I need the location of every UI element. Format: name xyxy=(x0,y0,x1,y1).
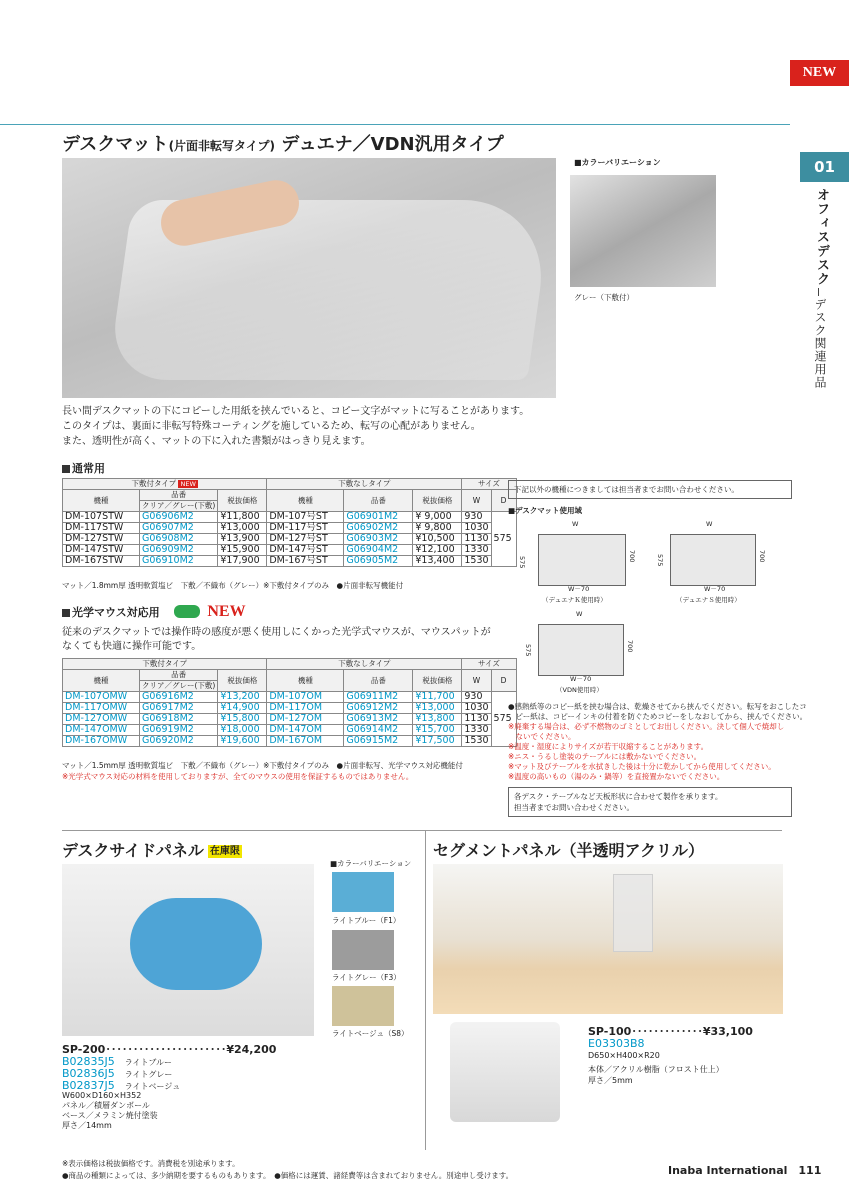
gray-mat-photo xyxy=(570,175,716,287)
side-panel-photo xyxy=(62,864,314,1036)
sp200-specs: W600×D160×H352 パネル／積層ダンボール ベース／メラミン焼付塗装 厚さ／14mm xyxy=(62,1091,158,1130)
sp100-price-line: SP-100･････････････¥33,100 xyxy=(588,1025,753,1038)
swatch-label-beige: ライトベージュ（S8） xyxy=(332,1029,409,1038)
blue-panel xyxy=(130,898,262,990)
diagram-duena-s: W 575 700 W－70 （デュエナＳ使用時） xyxy=(656,520,766,604)
spec-table-standard: 下敷付タイプ NEW 下敷なしタイプ サイズ 機種 品番 税抜価格 機種 品番 税抜価格 W D クリア／グレー(下敷) DM-107STW G06906M2 ¥11,800 DM-107号ST G06901M2 ¥ 9,000 930 575 DM-117STW G06907M2 ¥13,000 DM-117号ST G06902M2 ¥ 9,800 1030 DM-127STW G06908M2 ¥13,900 DM-127号ST G06903M2 ¥10,500 1130 DM-147STW G06909M2 ¥15,900 DM-147号ST G06904M2 ¥12,100 1330 DM-167STW G06910M2 ¥17,900 DM-167号ST G06905M2 ¥13,400 1530 xyxy=(62,478,517,567)
sp200-price-line: SP-200･･････････････････････¥24,200 xyxy=(62,1043,277,1056)
table-row: DM-117STW G06907M2 ¥13,000 DM-117号ST G06902M2 ¥ 9,800 1030 xyxy=(63,523,517,534)
tab-divider xyxy=(818,288,819,296)
table-row: DM-117OMW G06917M2 ¥14,900 DM-117OM G06912M2 ¥13,000 1030 xyxy=(63,703,517,714)
sp100-code: E03303B8 xyxy=(588,1037,645,1050)
new-badge: NEW xyxy=(790,60,849,86)
swatch-label-blue: ライトブルー（F1） xyxy=(332,916,401,925)
table-row: DM-127OMW G06918M2 ¥15,800 DM-127OM G06913M2 ¥13,800 1130 xyxy=(63,714,517,725)
sec2-note-red: ※光学式マウス対応の材料を使用しておりますが、全てのマウスの使用を保証するものではありません。 xyxy=(62,772,414,781)
inquiry-box: 下記以外の機種につきましては担当者までお問い合わせください。 xyxy=(508,480,792,499)
table-row: DM-107OMW G06916M2 ¥13,200 DM-107OM G06911M2 ¥11,700 930 575 xyxy=(63,692,517,703)
footer-note-2: ●商品の種類によっては、多少納期を要するものもあります。 ●価格には運賃、諸経費等は含まれておりません。別途申し受けます。 xyxy=(62,1171,514,1180)
chapter-subtitle: デスク関連用品 xyxy=(813,298,827,389)
color-variation-head: ■カラーバリエーション xyxy=(574,158,661,167)
swatch-light-beige xyxy=(332,986,394,1026)
custom-order-box: 各デスク・テーブルなど天板形状に合わせて製作を承ります。 担当者までお問い合わせください。 xyxy=(508,787,792,817)
table-row: DM-107STW G06906M2 ¥11,800 DM-107号ST G06901M2 ¥ 9,000 930 575 xyxy=(63,512,517,523)
header-size: サイズ xyxy=(462,479,516,490)
swatch-label-gray: ライトグレー（F3） xyxy=(332,973,401,982)
spec-table-optical: 下敷付タイプ 下敷なしタイプ サイズ 機種 品番 税抜価格 機種 品番 税抜価格 W D クリア／グレー(下敷) DM-107OMW G06916M2 ¥13,200 DM-107OM G06911M2 ¥11,700 930 575 DM-117OMW G06917M2 ¥14,900 DM-117OM G06912M2 ¥13,000 1030 DM-127OMW G06918M2 ¥15,800 DM-127OM G06913M2 ¥13,800 1130 DM-147OMW G06919M2 ¥18,000 DM-147OM G06914M2 ¥15,700 1330 DM-167OMW G06920M2 ¥19,600 DM-167OM G06915M2 ¥17,500 1530 xyxy=(62,658,517,747)
table-row: DM-167OMW G06920M2 ¥19,600 DM-167OM G06915M2 ¥17,500 1530 xyxy=(63,736,517,747)
chapter-tab: 01 xyxy=(800,152,849,182)
swatch-light-gray xyxy=(332,930,394,970)
section-divider xyxy=(425,830,426,1150)
side-panel-title: デスクサイドパネル 在庫限 xyxy=(62,841,240,860)
panel-cv-head: ■カラーバリエーション xyxy=(330,859,412,868)
header-without-base: 下敷なしタイプ xyxy=(267,659,462,670)
section-rule xyxy=(62,830,782,831)
description: 長い間デスクマットの下にコピーした用紙を挟んでいると、コピー文字がマットに写ることがあります。 このタイプは、裏面に非転写特殊コーティングを施しているため、転写の心配がありません。 また、透明性が高く、マットの下に入れた書類がはっきり見えます。 xyxy=(62,406,530,447)
diagram-vdn: W 575 700 W－70 （VDN使用時） xyxy=(524,610,634,694)
green-g-icon xyxy=(174,605,200,618)
header-with-base: 下敷付タイプ NEW xyxy=(63,479,267,490)
diagram-duena-k: W 575 700 W－70 （デュエナＫ使用時） xyxy=(518,520,636,604)
sec1-note: マット／1.8mm厚 透明軟質塩ビ 下敷／不織布（グレー）※下敷付タイプのみ ●片面非転写機能付 xyxy=(62,581,404,590)
sec2-label: 光学マウス対応用 NEW xyxy=(62,603,246,621)
sec2-desc: 従来のデスクマットでは操作時の感度が悪く使用しにくかった光学式マウスが、マウスパットが なくても快適に操作可能です。 xyxy=(62,627,491,652)
header-size: サイズ xyxy=(462,659,516,670)
sec2-note: マット／1.5mm厚 透明軟質塩ビ 下敷／不織布（グレー）※下敷付タイプのみ ●片面非転写、光学マウス対応機能付 xyxy=(62,761,463,770)
sp200-codes: B02835J5 ライトブルー B02836J5 ライトグレー B02837J5 ライトベージュ xyxy=(62,1055,181,1092)
footer-note-1: ※表示価格は税抜価格です。消費税を別途承ります。 xyxy=(62,1159,240,1168)
top-rule xyxy=(0,124,790,125)
header-without-base: 下敷なしタイプ xyxy=(267,479,462,490)
chapter-title: オフィスデスク xyxy=(814,188,829,286)
table-row: DM-167STW G06910M2 ¥17,900 DM-167号ST G06905M2 ¥13,400 1530 xyxy=(63,556,517,567)
footer-brand: Inaba International 111 xyxy=(668,1164,822,1177)
table-row: DM-147STW G06909M2 ¥15,900 DM-147号ST G06904M2 ¥12,100 1330 xyxy=(63,545,517,556)
swatch-light-blue xyxy=(332,872,394,912)
header-with-base: 下敷付タイプ xyxy=(63,659,267,670)
acrylic-panel xyxy=(613,874,653,952)
area-head: ■デスクマット使用域 xyxy=(508,506,582,515)
usage-notes: ●感熱紙等のコピー紙を挟む場合は、乾燥させてから挟んでください。転写をおこしたコ ピー紙は、コピーインキの付着を防ぐためコピーをしなおしてから、挟んでください。 ※廃棄する場合は、必ず不燃物のゴミとしてお出しください。決して個人で焼却し ないでください。 ※温度・湿度によりサイズが若干収縮することがあります。 ※ニス・うるし塗装のテーブルには敷かないでください。 ※マット及びテーブルを水拭きした後は十分に乾かしてから使用してください。 ※温度の高いもの（湯のみ・鍋等）を直接置かないでください。 xyxy=(508,702,808,781)
table-row: DM-127STW G06908M2 ¥13,900 DM-127号ST G06903M2 ¥10,500 1130 xyxy=(63,534,517,545)
sec1-label: 通常用 xyxy=(62,460,105,476)
table-row: DM-147OMW G06919M2 ¥18,000 DM-147OM G06914M2 ¥15,700 1330 xyxy=(63,725,517,736)
new-tag: NEW xyxy=(180,480,196,488)
gray-caption: グレー（下敷付） xyxy=(574,293,634,302)
segment-panel-title: セグメントパネル（半透明アクリル） xyxy=(433,841,705,860)
desk-mat-photo xyxy=(62,158,556,398)
sp100-specs: D650×H400×R20 本体／アクリル樹脂（フロスト仕上） 厚さ／5mm xyxy=(588,1051,724,1085)
page-title: デスクマット(片面非転写タイプ) デュエナ／VDN汎用タイプ xyxy=(62,134,504,155)
segment-panel-product xyxy=(450,1022,560,1122)
segment-panel-photo xyxy=(433,864,783,1014)
